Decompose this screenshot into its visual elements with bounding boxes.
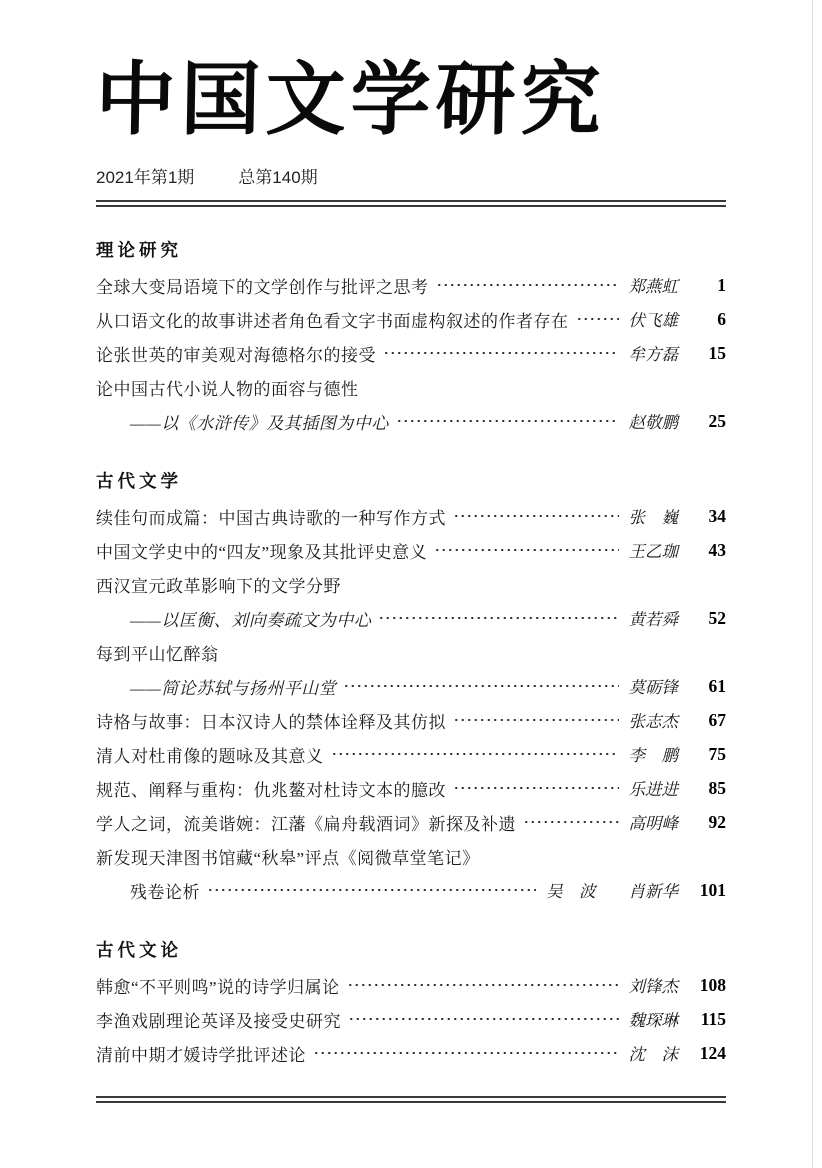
dot-leader bbox=[348, 1017, 619, 1021]
entry-page: 115 bbox=[700, 1008, 726, 1029]
dot-leader bbox=[396, 419, 619, 423]
dot-leader bbox=[523, 820, 619, 824]
entry-title: 清人对杜甫像的题咏及其意义 bbox=[96, 746, 324, 766]
entry-title: 规范、阐释与重构：仇兆鳌对杜诗文本的臆改 bbox=[96, 780, 446, 800]
entry-page: 92 bbox=[708, 811, 726, 832]
entry-authors: 牟方磊 bbox=[628, 345, 678, 364]
toc-entry bbox=[96, 968, 726, 1002]
entry-row bbox=[96, 805, 726, 839]
entry-authors: 刘锋杰 bbox=[628, 977, 678, 996]
entry-row bbox=[96, 1036, 726, 1070]
entry-authors: 高明峰 bbox=[628, 814, 678, 833]
entry-subtitle-row bbox=[96, 601, 726, 635]
toc-entry bbox=[96, 771, 726, 805]
dot-leader bbox=[576, 317, 619, 321]
entry-row bbox=[96, 533, 726, 567]
entry-title: 全球大变局语境下的文学创作与批评之思考 bbox=[96, 277, 429, 297]
entry-row bbox=[96, 302, 726, 336]
entry-title-row bbox=[96, 567, 726, 601]
entry-row bbox=[96, 771, 726, 805]
entry-page: 6 bbox=[717, 308, 726, 329]
toc-entry bbox=[96, 1002, 726, 1036]
entry-authors: 伏飞雄 bbox=[628, 311, 678, 330]
toc-entry bbox=[96, 336, 726, 370]
section-title: 理论研究 bbox=[96, 239, 182, 260]
entry-subtitle: 残卷论析 bbox=[130, 882, 200, 902]
dot-leader bbox=[313, 1051, 619, 1055]
table-of-contents bbox=[96, 234, 726, 1070]
entry-title: 中国文学史中的“四友”现象及其批评史意义 bbox=[96, 542, 428, 562]
toc-entry bbox=[96, 635, 726, 703]
entry-title: 论中国古代小说人物的面容与德性 bbox=[96, 379, 359, 399]
entry-page: 1 bbox=[717, 274, 726, 295]
toc-entry bbox=[96, 499, 726, 533]
dot-leader bbox=[378, 616, 618, 620]
entry-subtitle-row bbox=[96, 873, 726, 907]
entry-subtitle: ——以《水浒传》及其插图为中心 bbox=[130, 413, 389, 433]
dot-leader bbox=[434, 548, 618, 552]
toc-entry bbox=[96, 839, 726, 907]
entry-title: 清前中期才媛诗学批评述论 bbox=[96, 1045, 306, 1065]
entry-title: 韩愈“不平则鸣”说的诗学归属论 bbox=[96, 977, 340, 997]
toc-entry bbox=[96, 302, 726, 336]
section-title: 古代文学 bbox=[96, 470, 182, 491]
entry-authors: 张 巍 bbox=[628, 508, 678, 527]
entry-authors: 魏琛琳 bbox=[628, 1011, 678, 1030]
volume-number: 总第140期 bbox=[238, 167, 318, 187]
entry-title: 每到平山忆醉翁 bbox=[96, 644, 219, 664]
entry-title: 李渔戏剧理论英译及接受史研究 bbox=[96, 1011, 341, 1031]
journal-header bbox=[96, 0, 726, 207]
toc-entry bbox=[96, 533, 726, 567]
entry-authors: 王乙珈 bbox=[628, 542, 678, 561]
entry-page: 101 bbox=[699, 879, 726, 900]
entry-page: 15 bbox=[708, 342, 726, 363]
entry-authors: 沈 沫 bbox=[628, 1045, 678, 1064]
toc-section bbox=[96, 465, 726, 907]
entry-authors: 黄若舜 bbox=[628, 610, 678, 629]
entry-page: 67 bbox=[708, 709, 726, 730]
entry-authors: 莫砺锋 bbox=[628, 678, 678, 697]
toc-entry bbox=[96, 737, 726, 771]
dot-leader bbox=[453, 718, 619, 722]
entry-page: 61 bbox=[708, 675, 726, 696]
entry-title: 从口语文化的故事讲述者角色看文字书面虚构叙述的作者存在 bbox=[96, 311, 569, 331]
entry-title: 学人之词，流美谐婉：江藩《扁舟载酒词》新探及补遗 bbox=[96, 814, 516, 834]
dot-leader bbox=[453, 514, 619, 518]
entry-title: 论张世英的审美观对海德格尔的接受 bbox=[96, 345, 376, 365]
entry-page: 85 bbox=[708, 777, 726, 798]
top-rule bbox=[96, 200, 726, 207]
section-title: 古代文论 bbox=[96, 939, 182, 960]
entry-subtitle-row bbox=[96, 404, 726, 438]
entry-authors: 张志杰 bbox=[628, 712, 678, 731]
toc-entry bbox=[96, 268, 726, 302]
toc-entry bbox=[96, 370, 726, 438]
journal-title: 中国文学研究 bbox=[94, 53, 607, 146]
entry-row bbox=[96, 499, 726, 533]
entry-row bbox=[96, 968, 726, 1002]
bottom-rule bbox=[96, 1096, 726, 1103]
entry-authors: 郑燕虹 bbox=[628, 277, 678, 296]
dot-leader bbox=[383, 351, 619, 355]
entry-title-row bbox=[96, 370, 726, 404]
entry-page: 108 bbox=[699, 974, 726, 995]
entry-title: 续佳句而成篇：中国古典诗歌的一种写作方式 bbox=[96, 508, 446, 528]
entry-authors: 李 鹏 bbox=[628, 746, 678, 765]
entry-row bbox=[96, 703, 726, 737]
entry-row bbox=[96, 737, 726, 771]
entry-authors: 赵敬鹏 bbox=[628, 413, 678, 432]
entry-subtitle: ——简论苏轼与扬州平山堂 bbox=[130, 678, 337, 698]
page-edge-line bbox=[812, 0, 813, 1168]
entry-authors: 乐进进 bbox=[628, 780, 678, 799]
dot-leader bbox=[436, 283, 619, 287]
dot-leader bbox=[453, 786, 619, 790]
issue-number: 2021年第1期 bbox=[96, 167, 195, 187]
toc-entry bbox=[96, 703, 726, 737]
toc-section bbox=[96, 234, 726, 438]
dot-leader bbox=[347, 983, 619, 987]
entry-title-row bbox=[96, 635, 726, 669]
toc-section bbox=[96, 934, 726, 1070]
page-content bbox=[96, 0, 726, 1103]
entry-authors: 吴 波 肖新华 bbox=[546, 882, 678, 901]
entry-page: 34 bbox=[708, 505, 726, 526]
entry-title: 西汉宣元政革影响下的文学分野 bbox=[96, 576, 341, 596]
toc-entry bbox=[96, 567, 726, 635]
entry-subtitle-row bbox=[96, 669, 726, 703]
entry-row bbox=[96, 268, 726, 302]
toc-entry bbox=[96, 805, 726, 839]
dot-leader bbox=[207, 888, 536, 892]
dot-leader bbox=[343, 684, 618, 688]
entry-page: 43 bbox=[708, 539, 726, 560]
entry-page: 52 bbox=[708, 607, 726, 628]
entry-title-row bbox=[96, 839, 726, 873]
entry-page: 25 bbox=[708, 410, 726, 431]
entry-page: 124 bbox=[699, 1042, 726, 1063]
entry-page: 75 bbox=[708, 743, 726, 764]
entry-row bbox=[96, 336, 726, 370]
issue-line bbox=[96, 164, 726, 186]
entry-title: 诗格与故事：日本汉诗人的禁体诠释及其仿拟 bbox=[96, 712, 446, 732]
entry-subtitle: ——以匡衡、刘向奏疏文为中心 bbox=[130, 610, 372, 630]
toc-entry bbox=[96, 1036, 726, 1070]
entry-title: 新发现天津图书馆藏“秋皋”评点《阅微草堂笔记》 bbox=[96, 848, 480, 868]
entry-row bbox=[96, 1002, 726, 1036]
dot-leader bbox=[331, 752, 619, 756]
